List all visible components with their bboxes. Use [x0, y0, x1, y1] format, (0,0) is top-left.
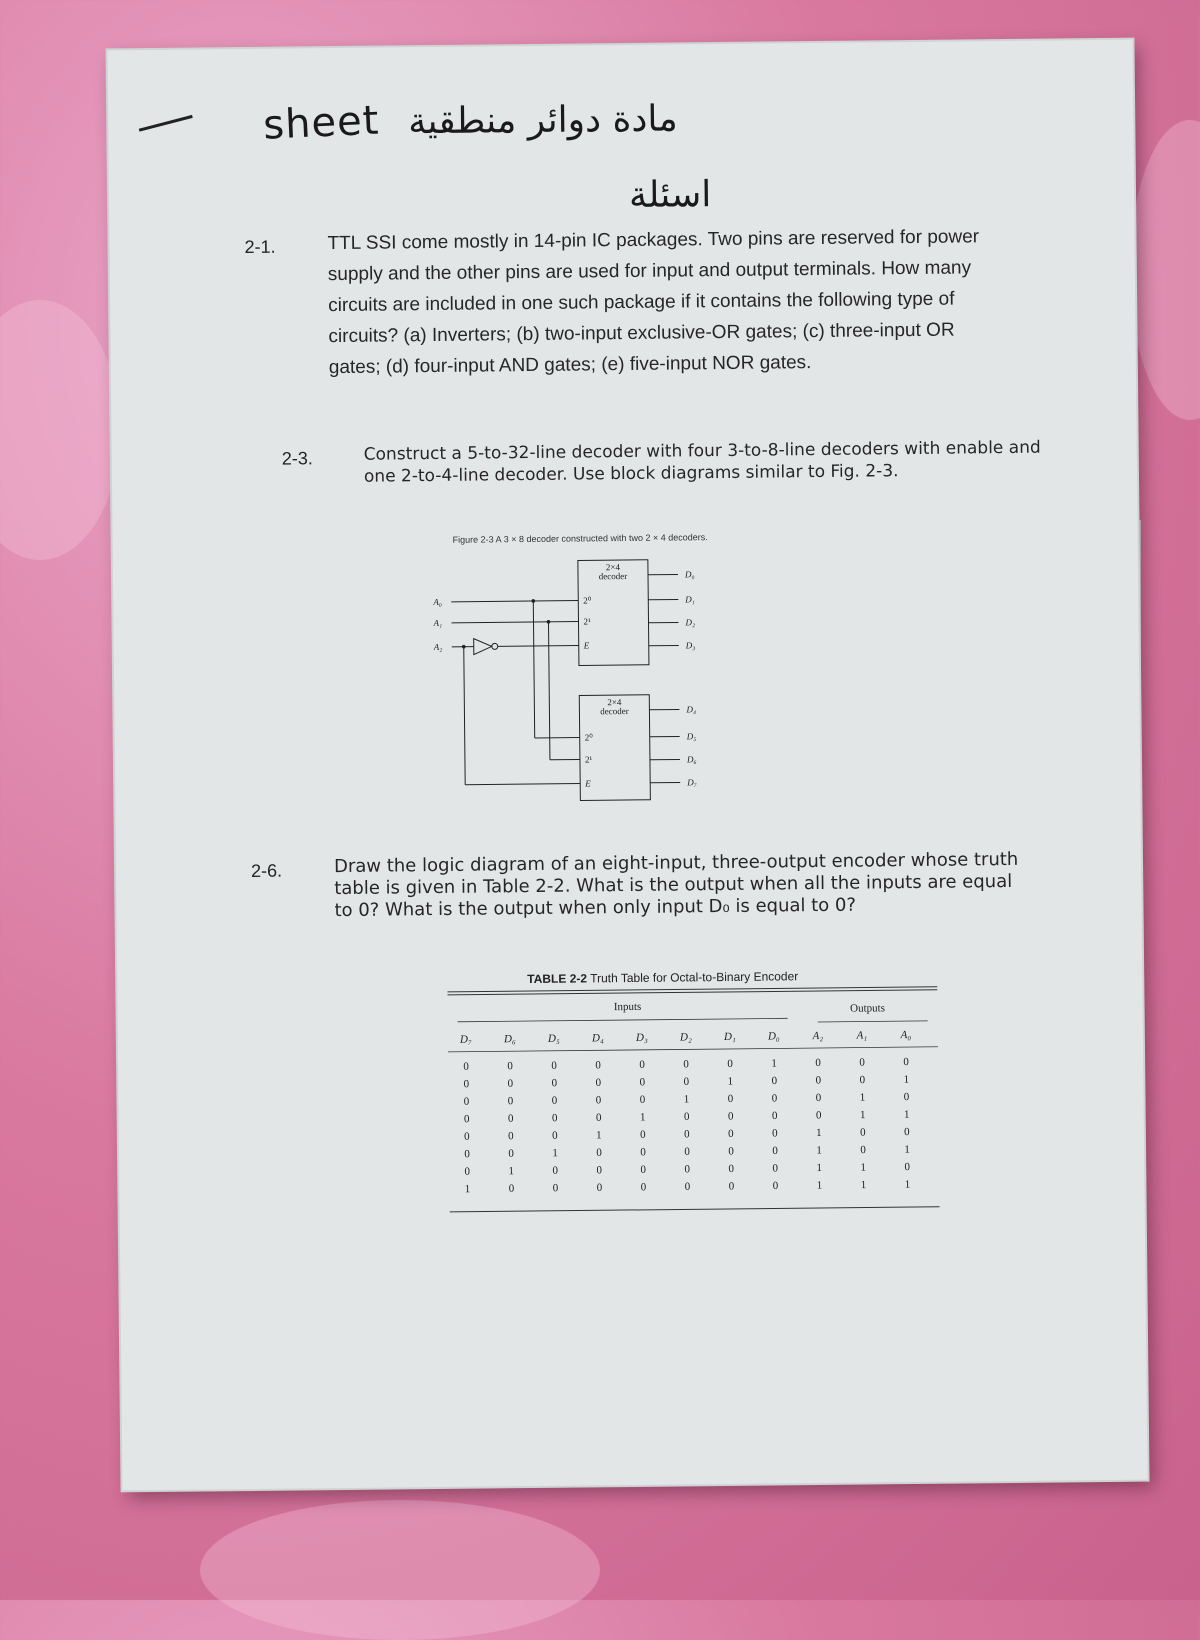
input-a1: A₁	[433, 618, 442, 628]
table-cell: 0	[816, 1074, 822, 1086]
table-cell: 1	[861, 1179, 867, 1191]
handwritten-dash	[139, 115, 193, 132]
block-sublabel-top: decoder	[599, 571, 628, 581]
handwritten-arabic-title: مادة دوائر منطقية	[408, 98, 678, 142]
table-cell: 0	[772, 1162, 778, 1174]
output-d6: D₆	[686, 754, 697, 764]
table-row	[465, 1179, 911, 1196]
table-title-text: Truth Table for Octal-to-Binary Encoder	[587, 969, 798, 985]
table-cell: 0	[552, 1077, 558, 1089]
junction-dot	[531, 599, 535, 603]
truth-table	[447, 985, 939, 1220]
table-cell: 0	[727, 1058, 733, 1070]
table-cell: 0	[597, 1182, 603, 1194]
exam-sheet	[107, 40, 1147, 1491]
table-cell: 1	[508, 1165, 514, 1177]
table-cell: 1	[816, 1144, 822, 1156]
table-cell: 1	[771, 1057, 777, 1069]
figure-caption: Figure 2-3 A 3 × 8 decoder constructed with two 2 × 4 decoders.	[453, 532, 708, 545]
table-row	[464, 1144, 910, 1161]
table-cell: 0	[860, 1127, 866, 1139]
table-row	[464, 1109, 910, 1126]
table-cell: 1	[905, 1179, 911, 1191]
wiring	[451, 574, 680, 784]
question-number: 2-6.	[251, 861, 282, 882]
table-cell: 0	[507, 1060, 513, 1072]
table-cell: 0	[552, 1130, 558, 1142]
pin-20-top: 2⁰	[583, 595, 592, 605]
column-header: D₁	[723, 1031, 736, 1043]
table-cell: 0	[464, 1148, 470, 1160]
column-header: D₃	[635, 1032, 648, 1044]
table-cell: 0	[684, 1111, 690, 1123]
column-header: D₄	[591, 1032, 604, 1044]
table-cell: 0	[508, 1078, 514, 1090]
table-cell: 0	[772, 1110, 778, 1122]
table-cell: 0	[773, 1180, 779, 1192]
question-number: 2-3.	[282, 448, 313, 469]
table-cell: 0	[596, 1094, 602, 1106]
column-header: D₂	[679, 1031, 692, 1043]
table-cell: 0	[508, 1113, 514, 1125]
table-cell: 0	[904, 1161, 910, 1173]
table-cell: 0	[640, 1129, 646, 1141]
table-cell: 0	[596, 1164, 602, 1176]
column-header: D₇	[459, 1034, 472, 1046]
table-cell: 1	[465, 1183, 471, 1195]
outputs-header: Outputs	[850, 1002, 885, 1014]
table-cell: 1	[728, 1075, 734, 1087]
table-cell: 0	[508, 1148, 514, 1160]
table-cell: 0	[903, 1056, 909, 1068]
table-cell: 0	[772, 1092, 778, 1104]
table-cell: 1	[903, 1074, 909, 1086]
block-label-top: 2×4	[606, 562, 621, 572]
table-cell: 0	[640, 1146, 646, 1158]
table-cell: 0	[552, 1095, 558, 1107]
column-header: A₁	[856, 1030, 868, 1042]
table-cell: 0	[640, 1164, 646, 1176]
question-text: Draw the logic diagram of an eight-input, three-output encoder whose truth table is given in Table 2-2. What is the output when all the inputs are equal to 0? What is the output when only input D₀ is equal to 0?	[334, 849, 1025, 922]
column-header: D₆	[503, 1033, 516, 1045]
table-title	[527, 969, 798, 986]
table-cell: 1	[860, 1109, 866, 1121]
output-d5: D₅	[686, 731, 697, 741]
junction-dot	[547, 620, 551, 624]
column-header: D₅	[547, 1033, 560, 1045]
table-cell: 0	[640, 1076, 646, 1088]
table-cell: 0	[596, 1112, 602, 1124]
table-cell: 0	[551, 1060, 557, 1072]
table-cell: 0	[640, 1094, 646, 1106]
table-cell: 0	[596, 1147, 602, 1159]
output-d0: D₀	[684, 569, 695, 579]
table-cell: 1	[684, 1093, 690, 1105]
table-cell: 0	[684, 1163, 690, 1175]
table-cell: 0	[772, 1127, 778, 1139]
table-cell: 0	[641, 1181, 647, 1193]
table-cell: 0	[508, 1095, 514, 1107]
table-cell: 1	[904, 1144, 910, 1156]
table-cell: 0	[815, 1057, 821, 1069]
table-title-number: TABLE 2-2	[527, 971, 587, 986]
table-cell: 0	[904, 1091, 910, 1103]
table-cell: 0	[464, 1078, 470, 1090]
column-header: A₂	[812, 1030, 824, 1042]
table-row	[464, 1091, 910, 1108]
question-text: TTL SSI come mostly in 14-pin IC packages. Two pins are reserved for power supply and the other pins are used for input and output terminals. How many circuits are included in one such package if it contains the following type of circuits? (a) Inverters; (b) two-input exclusive-OR gates; (c) three-input OR gates; (d) four-input AND gates; (e) five-input NOR gates.	[327, 221, 989, 383]
table-cell: 0	[464, 1113, 470, 1125]
table-cell: 0	[508, 1130, 514, 1142]
table-row	[464, 1161, 910, 1178]
table-cell: 0	[772, 1145, 778, 1157]
table-cell: 0	[683, 1058, 689, 1070]
table-cell: 0	[639, 1059, 645, 1071]
table-cell: 0	[859, 1074, 865, 1086]
table-cell: 0	[684, 1146, 690, 1158]
table-cell: 0	[595, 1059, 601, 1071]
table-row	[463, 1056, 909, 1073]
column-header: D₀	[767, 1030, 780, 1042]
pin-21-top: 2¹	[583, 616, 591, 626]
table-cell: 0	[728, 1093, 734, 1105]
input-a0: A₀	[433, 597, 442, 607]
table-cell: 1	[596, 1129, 602, 1141]
table-cell: 0	[596, 1077, 602, 1089]
table-cell: 0	[464, 1096, 470, 1108]
block-label-bottom: 2×4	[607, 697, 622, 707]
table-cell: 0	[860, 1144, 866, 1156]
pin-21-bottom: 2¹	[585, 754, 593, 764]
table-row	[464, 1074, 910, 1091]
question-text: Construct a 5-to-32-line decoder with four 3-to-8-line decoders with enable and one 2-to-4-line decoder. Use block diagrams similar to Fig. 2-3.	[364, 437, 1044, 488]
pin-e-top: E	[583, 640, 590, 650]
output-d1: D₁	[684, 594, 695, 604]
table-cell: 0	[859, 1057, 865, 1069]
table-cell: 1	[816, 1127, 822, 1139]
pin-e-bottom: E	[584, 778, 591, 788]
table-cell: 1	[904, 1109, 910, 1121]
table-cell: 0	[552, 1165, 558, 1177]
question-number: 2-1.	[244, 237, 275, 258]
input-a2: A₂	[433, 642, 443, 652]
table-cell: 0	[464, 1166, 470, 1178]
table-cell: 0	[816, 1109, 822, 1121]
table-cell: 0	[904, 1126, 910, 1138]
table-cell: 0	[728, 1110, 734, 1122]
table-cell: 0	[553, 1182, 559, 1194]
table-cell: 0	[464, 1131, 470, 1143]
block-sublabel-bottom: decoder	[600, 706, 629, 716]
handwritten-sheet-word: sheet	[262, 98, 380, 149]
column-header: A₀	[900, 1029, 912, 1041]
output-d4: D₄	[685, 704, 696, 714]
handwritten-arabic-subtitle: اسئلة	[629, 174, 712, 216]
table-cell: 1	[860, 1162, 866, 1174]
table-cell: 0	[728, 1145, 734, 1157]
table-cell: 1	[640, 1111, 646, 1123]
pin-20-bottom: 2⁰	[585, 732, 594, 742]
table-cell: 0	[552, 1112, 558, 1124]
table-row	[464, 1126, 910, 1143]
table-cell: 1	[860, 1092, 866, 1104]
table-cell: 0	[685, 1181, 691, 1193]
inputs-header: Inputs	[614, 1001, 642, 1013]
decoder-block-diagram	[433, 548, 816, 822]
table-cell: 1	[816, 1162, 822, 1174]
table-cell: 0	[816, 1092, 822, 1104]
table-cell: 0	[729, 1180, 735, 1192]
table-cell: 0	[684, 1076, 690, 1088]
table-cell: 0	[728, 1128, 734, 1140]
output-d2: D₂	[684, 617, 695, 627]
output-d3: D₃	[685, 640, 696, 650]
table-cell: 0	[463, 1061, 469, 1073]
output-d7: D₇	[686, 777, 697, 787]
junction-dot	[462, 645, 466, 649]
table-cell: 0	[509, 1183, 515, 1195]
table-cell: 1	[817, 1179, 823, 1191]
table-cell: 0	[772, 1075, 778, 1087]
table-cell: 0	[728, 1163, 734, 1175]
table-cell: 0	[684, 1128, 690, 1140]
table-cell: 1	[552, 1147, 558, 1159]
